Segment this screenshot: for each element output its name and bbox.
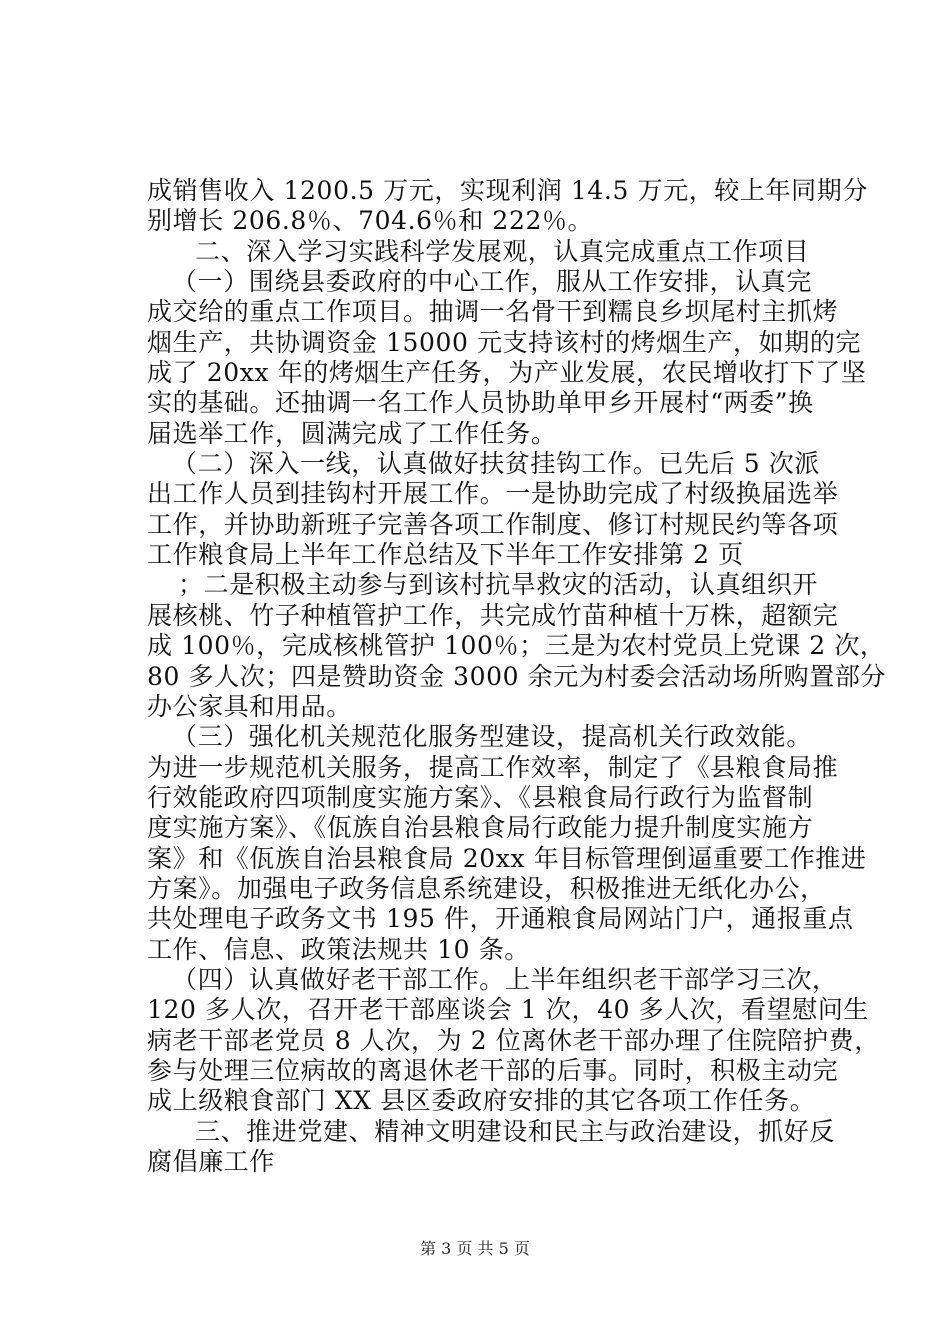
text-line: 成上级粮食部门 XX 县区委政府安排的其它各项工作任务。 — [147, 1086, 816, 1115]
text-line: 案》和《佤族自治县粮食局 20xx 年目标管理倒逼重要工作推进 — [147, 844, 867, 873]
text-line: 实的基础。还抽调一名工作人员协助单甲乡开展村“两委”换 — [147, 388, 814, 417]
text-line: 80 多人次；四是赞助资金 3000 余元为村委会活动场所购置部分 — [147, 662, 887, 691]
text-line: 共处理电子政务文书 195 件，开通粮食局网站门户，通报重点 — [147, 904, 854, 933]
text-line: 度实施方案》、《佤族自治县粮食局行政能力提升制度实施方 — [147, 813, 814, 842]
text-line: 展核桃、竹子种植管护工作，共完成竹苗种植十万株，超额完 — [147, 601, 839, 630]
text-line: 工作粮食局上半年工作总结及下半年工作安排第 2 页 — [147, 540, 744, 569]
text-line: 工作、信息、政策法规共 10 条。 — [147, 935, 530, 964]
text-line: 成了 20xx 年的烤烟生产任务，为产业发展，农民增收打下了坚 — [147, 358, 867, 387]
subsection-heading: （一）围绕县委政府的中心工作，服从工作安排，认真完 — [172, 267, 813, 296]
text-line: 烟生产，共协调资金 15000 元支持该村的烤烟生产，如期的完 — [147, 328, 862, 357]
subsection-heading: （三）强化机关规范化服务型建设，提高机关行政效能。 — [172, 722, 813, 751]
text-line: 120 多人次，召开老干部座谈会 1 次，40 多人次，看望慰问生 — [147, 995, 870, 1024]
text-line: 届选举工作，圆满完成了工作任务。 — [147, 419, 557, 448]
text-line: 工作，并协助新班子完善各项工作制度、修订村规民约等各项 — [147, 510, 839, 539]
section-heading: 二、深入学习实践科学发展观，认真完成重点工作项目 — [195, 237, 810, 266]
text-line: 办公家具和用品。 — [147, 692, 352, 721]
text-line: 方案》。加强电子政务信息系统建设，积极推进无纸化办公， — [147, 874, 826, 903]
text-line: ；二是积极主动参与到该村抗旱救灾的活动，认真组织开 — [178, 570, 819, 599]
subsection-heading: （二）深入一线，认真做好扶贫挂钩工作。已先后 5 次派 — [172, 449, 821, 478]
text-line: 病老干部老党员 8 人次，为 2 位离休老干部办理了住院陪护费， — [147, 1026, 880, 1055]
text-line: 成交给的重点工作项目。抽调一名骨干到糯良乡坝尾村主抓烤 — [147, 297, 839, 326]
text-line: 参与处理三位病故的离退休老干部的后事。同时，积极主动完 — [147, 1056, 839, 1085]
text-line: 为进一步规范机关服务，提高工作效率，制定了《县粮食局推 — [147, 753, 839, 782]
text-line: 成 100％，完成核桃管护 100％；三是为农村党员上党课 2 次， — [147, 631, 886, 660]
text-line: 腐倡廉工作 — [147, 1147, 276, 1176]
section-heading: 三、推进党建、精神文明建设和民主与政治建设，抓好反 — [195, 1117, 836, 1146]
subsection-heading: （四）认真做好老干部工作。上半年组织老干部学习三次， — [172, 965, 838, 994]
text-line: 别增长 206.8％、704.6％和 222％。 — [147, 206, 594, 235]
text-line: 行效能政府四项制度实施方案》、《县粮食局行政行为监督制 — [147, 783, 814, 812]
text-line: 成销售收入 1200.5 万元，实现利润 14.5 万元，较上年同期分 — [147, 176, 868, 205]
page-number-footer: 第 3 页 共 5 页 — [420, 1239, 530, 1258]
text-line: 出工作人员到挂钩村开展工作。一是协助完成了村级换届选举 — [147, 479, 839, 508]
